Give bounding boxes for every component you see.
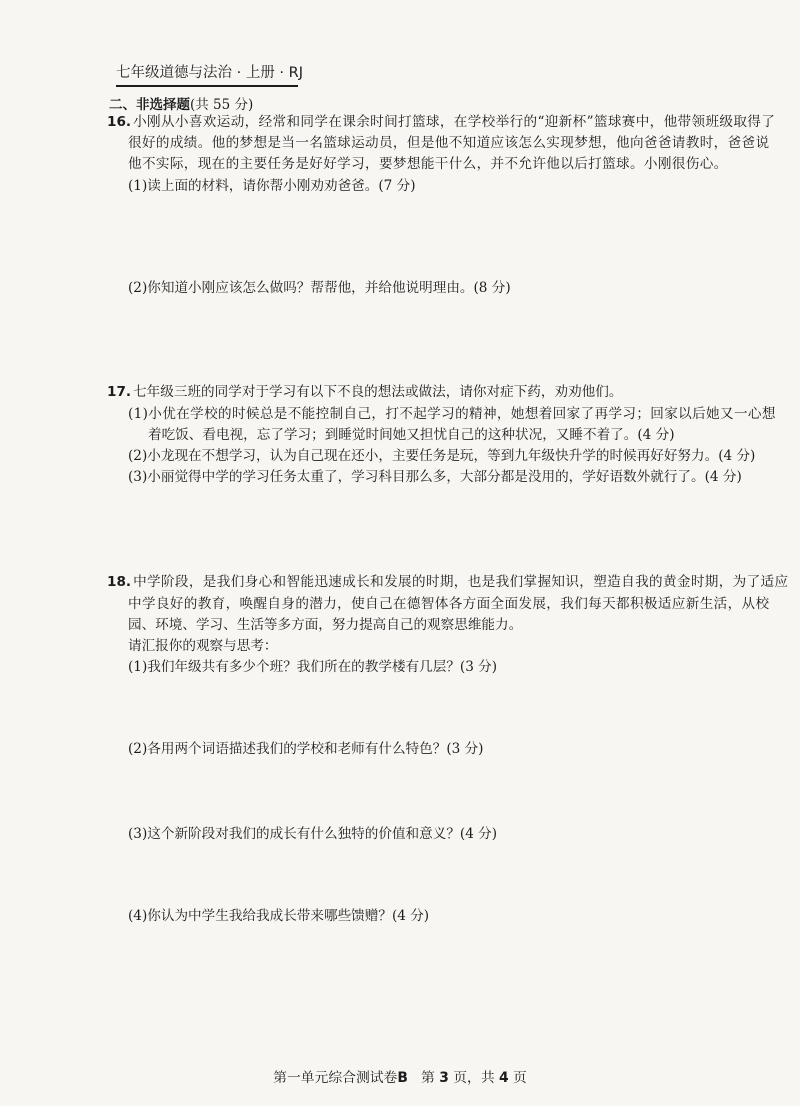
- q17-number: 17.: [107, 384, 132, 400]
- q17-sub-3: (3)小丽觉得中学的学习任务太重了，学习科目那么多，大部分都是没用的，学好语数外就行了。(4 分): [128, 469, 742, 485]
- q18-sub-2: (2)各用两个词语描述我们的学校和老师有什么特色？(3 分): [128, 741, 484, 757]
- page-footer: [0, 1066, 800, 1086]
- q16-line-3: 他不实际，现在的主要任务是好好学习，要梦想能干什么，并不允许他以后打篮球。小刚很伤心。: [128, 156, 728, 172]
- q18-sub-4: (4)你认为中学生我给我成长带来哪些馈赠？(4 分): [128, 908, 430, 924]
- section-title: [109, 93, 253, 113]
- q18-line-1: [107, 572, 788, 593]
- q18-line-2: 中学良好的教育，唤醒自身的潜力，使自己在德智体各方面全面发展，我们每天都积极适应新生活，从校: [128, 596, 770, 612]
- footer-paper: B: [397, 1070, 408, 1086]
- q16-line-2: 很好的成绩。他的梦想是当一名篮球运动员，但是他不知道应该怎么实现梦想，他向爸爸请教时，爸爸说: [128, 135, 770, 151]
- q17-intro-line: [107, 382, 622, 403]
- footer-unit-title: 第一单元综合测试卷: [273, 1070, 398, 1086]
- q16-line-1: [107, 112, 775, 133]
- q17-sub-2: (2)小龙现在不想学习，认为自己现在还小，主要任务是玩，等到九年级快升学的时候再好好努力。(4 分): [128, 448, 756, 464]
- q17-intro: 七年级三班的同学对于学习有以下不良的想法或做法，请你对症下药，劝劝他们。: [133, 384, 623, 400]
- q18-number: 18.: [107, 574, 132, 590]
- footer-total-pages: 4: [499, 1070, 509, 1086]
- q17-sub-1-line-2: 着吃饭、看电视，忘了学习；到睡觉时间她又担忧自己的这种状况，又睡不着了。(4 分): [148, 427, 675, 443]
- q18-sub-1: (1)我们年级共有多少个班？我们所在的教学楼有几层？(3 分): [128, 659, 498, 675]
- footer-page-mid: 页，共: [453, 1070, 495, 1086]
- q16-sub-1: (1)读上面的材料，请你帮小刚劝劝爸爸。(7 分): [128, 178, 416, 194]
- q18-sub-3: (3)这个新阶段对我们的成长有什么独特的价值和意义？(4 分): [128, 826, 498, 842]
- footer-page-number: 3: [439, 1070, 449, 1086]
- page-header: 七年级道德与法治 · 上册 · RJ: [116, 64, 298, 87]
- section-title-text: 二、非选择题: [109, 97, 190, 113]
- footer-page-prefix: 第: [421, 1070, 435, 1086]
- q16-text-1: 小刚从小喜欢运动，经常和同学在课余时间打篮球，在学校举行的“迎新杯”篮球赛中，他带领班级取得了: [133, 114, 776, 130]
- q16-sub-2: (2)你知道小刚应该怎么做吗？帮帮他，并给他说明理由。(8 分): [128, 280, 511, 296]
- q18-prompt: 请汇报你的观察与思考：: [128, 638, 278, 654]
- q18-text-1: 中学阶段，是我们身心和智能迅速成长和发展的时期，也是我们掌握知识，塑造自我的黄金时期，为了适应: [133, 574, 789, 590]
- section-points: (共 55 分): [190, 97, 254, 113]
- footer-page-suffix: 页: [513, 1070, 527, 1086]
- q16-number: 16.: [107, 114, 132, 130]
- q18-line-3: 园、环境、学习、生活等多方面，努力提高自己的观察思维能力。: [128, 617, 523, 633]
- q17-sub-1-line-1: (1)小优在学校的时候总是不能控制自己，打不起学习的精神，她想着回家了再学习；回家以后她又一心想: [128, 406, 776, 422]
